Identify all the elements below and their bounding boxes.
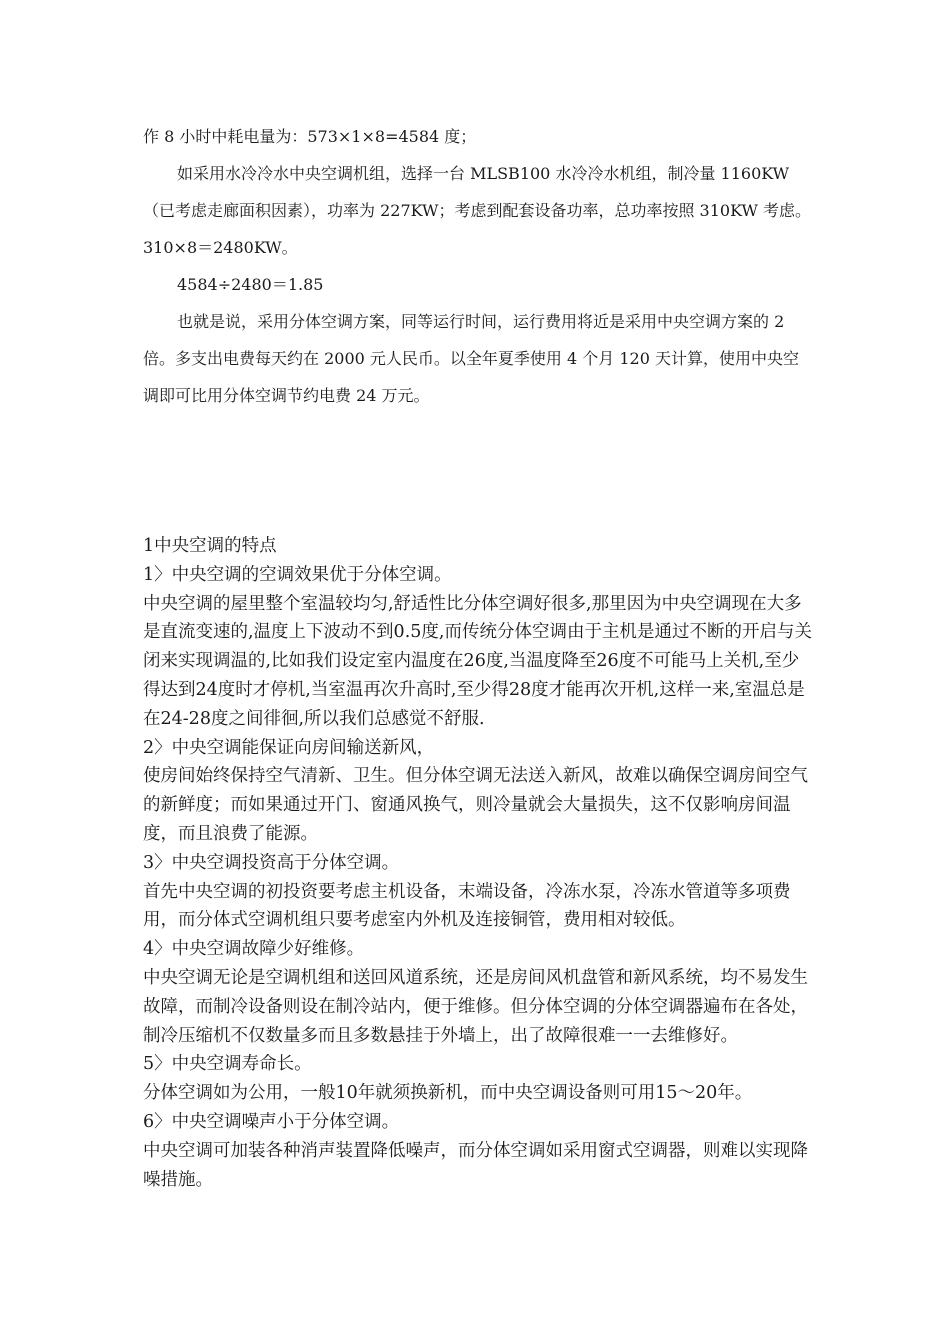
item-title: 4〉中央空调故障少好维修。 <box>143 939 365 960</box>
item-title: 3〉中央空调投资高于分体空调。 <box>143 852 400 873</box>
paragraph-central-unit: 如采用水冷冷水中央空调机组，选择一台 MLSB100 水冷冷水机组，制冷量 1160KW（已考虑走廊面积因素），功率为 227KW；考虑到配套设备功率，总功率按照 310KW 考虑。310×8＝2480KW。 <box>143 164 811 257</box>
paragraph-conclusion: 也就是说，采用分体空调方案，同等运行时间，运行费用将近是采用中央空调方案的 2 倍。多支出电费每天约在 2000 元人民币。以全年夏季使用 4 个月 120 天计算，使用中央空调即可比用分体空调节约电费 24 万元。 <box>143 312 799 405</box>
item-title: 1〉中央空调的空调效果优于分体空调。 <box>143 564 452 585</box>
item-body: 中央空调可加装各种消声装置降低噪声，而分体空调如采用窗式空调器，则难以实现降噪措施。 <box>143 1140 808 1190</box>
paragraph-ratio: 4584÷2480＝1.85 <box>177 275 324 294</box>
item-title: 6〉中央空调噪声小于分体空调。 <box>143 1111 400 1132</box>
energy-calculation-section <box>143 118 813 414</box>
item-body: 分体空调如为公用，一般10年就须换新机，而中央空调设备则可用15～20年。 <box>143 1083 753 1104</box>
item-title: 5〉中央空调寿命长。 <box>143 1054 312 1075</box>
features-section <box>143 532 813 1194</box>
item-body: 首先中央空调的初投资要考虑主机设备，末端设备，冷冻水泵，冷冻水管道等多项费用，而分体式空调机组只要考虑室内外机及连接铜管，费用相对较低。 <box>143 881 791 931</box>
paragraph-consumption: 作 8 小时中耗电量为：573×1×8=4584 度； <box>143 127 477 146</box>
item-body: 中央空调无论是空调机组和送回风道系统，还是房间风机盘管和新风系统，均不易发生故障，而制冷设备则设在制冷站内，便于维修。但分体空调的分体空调器遍布在各处，制冷压缩机不仅数量多而且多数悬挂于外墙上，出了故障很难一一去维修好。 <box>143 967 808 1046</box>
item-body: 使房间始终保持空气清新、卫生。但分体空调无法送入新风，故难以确保空调房间空气的新鲜度；而如果通过开门、窗通风换气，则冷量就会大量损失，这不仅影响房间温度，而且浪费了能源。 <box>143 766 808 844</box>
section-heading: 1中央空调的特点 <box>143 536 277 556</box>
item-title: 2〉中央空调能保证向房间输送新风， <box>143 737 435 758</box>
item-body: 中央空调的屋里整个室温较均匀,舒适性比分体空调好很多,那里因为中央空调现在大多是直流变速的,温度上下波动不到0.5度,而传统分体空调由于主机是通过不断的开启与关闭来实现调温的,比如我们设定室内温度在26度,当温度降至26度不可能马上关机,至少得达到24度时才停机,当室温再次升高时,至少得28度才能再次开机,这样一来,室温总是在24-28度之间徘徊,所以我们总感觉不舒服. <box>143 593 812 729</box>
